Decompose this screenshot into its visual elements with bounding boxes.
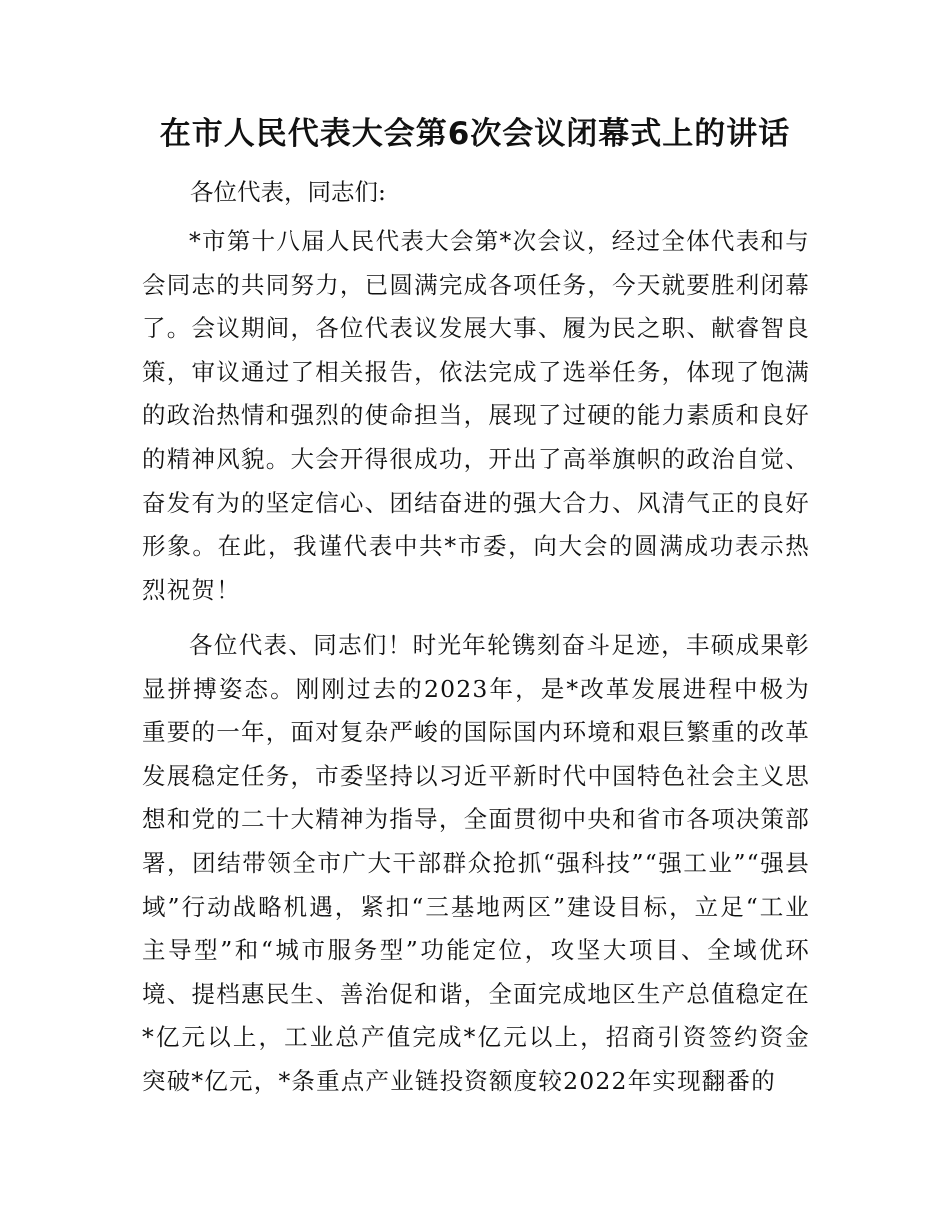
document-title: 在市人民代表大会第6次会议闭幕式上的讲话 [159, 116, 791, 152]
paragraph-1: *市第十八届人民代表大会第*次会议，经过全体代表和与会同志的共同努力，已圆满完成各项任务，今天就要胜利闭幕了。会议期间，各位代表议发展大事、履为民之职、献睿智良策，审议通过了相关报告，依法完成了选举任务，体现了饱满的政治热情和强烈的使命担当，展现了过硬的能力素质和良好的精神风貌。大会开得很成功，开出了高举旗帜的政治自觉、奋发有为的坚定信心、团结奋进的强大合力、风清气正的良好形象。在此，我谨代表中共*市委，向大会的圆满成功表示热烈祝贺！ [142, 227, 810, 604]
paragraph-2: 各位代表、同志们！时光年轮镌刻奋斗足迹，丰硕成果彰显拼搏姿态。刚刚过去的2023年，是*改革发展进程中极为重要的一年，面对复杂严峻的国际国内环境和艰巨繁重的改革发展稳定任务，市委坚持以习近平新时代中国特色社会主义思想和党的二十大精神为指导，全面贯彻中央和省市各项决策部署，团结带领全市广大干部群众抢抓“强科技”“强工业”“强县域”行动战略机遇，紧扣“三基地两区”建设目标，立足“工业主导型”和“城市服务型”功能定位，攻坚大项目、全域优环境、提档惠民生、善治促和谐，全面完成地区生产总值稳定在*亿元以上，工业总产值完成*亿元以上，招商引资签约资金突破*亿元，*条重点产业链投资额度较2022年实现翻番的 [142, 631, 810, 1095]
salutation: 各位代表，同志们: [190, 178, 386, 206]
